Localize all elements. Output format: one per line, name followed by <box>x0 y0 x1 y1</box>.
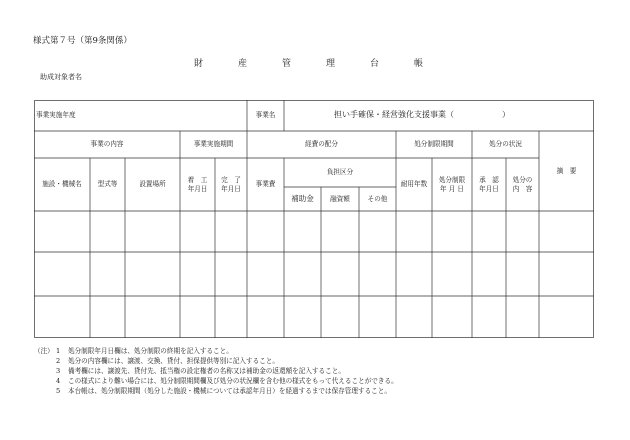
header-approval-date-line2: 年月日 <box>479 184 499 193</box>
header-disposal-status: 処分の状況 <box>489 140 522 149</box>
note-item <box>34 386 398 396</box>
note-text: この様式により難い場合には、処分制限期間欄及び処分の状況欄を含む他の様式をもって代えることができる。 <box>68 377 398 385</box>
note-item <box>34 356 398 366</box>
header-project-cost: 事業費 <box>255 180 276 189</box>
header-installation-location: 設置場所 <box>139 180 166 189</box>
header-disposal-limit-date <box>432 158 472 211</box>
header-disposal-limit-period: 処分制限期間 <box>414 140 454 149</box>
header-end-date-line1: 完 了 <box>221 175 241 184</box>
header-disposal-content-line2: 内 容 <box>512 184 533 193</box>
note-text: 備考欄には、譲渡先、貸付先、抵当権の設定権者の名称又は補助金の返還額を記入すること。 <box>68 367 345 375</box>
note-text: 本台帳は、処分制限期間（処分した施設・機械については承認年月日）を経過するまでは保存管理すること。 <box>68 387 391 395</box>
header-start-date <box>180 158 215 211</box>
header-useful-life: 耐用年数 <box>400 180 428 189</box>
note-number: 4 <box>56 377 61 385</box>
header-loan-amount: 融資額 <box>330 194 350 203</box>
header-remarks: 摘 要 <box>556 166 577 175</box>
fiscal-year-label: 事業実施年度 <box>36 111 76 120</box>
header-disposal-content-line1: 処分の <box>512 175 533 184</box>
header-other: その他 <box>367 194 388 203</box>
notes-section <box>34 346 398 396</box>
header-start-date-line2: 年月日 <box>187 184 208 193</box>
project-name-label: 事業名 <box>255 111 276 120</box>
note-number: 1 <box>56 347 61 355</box>
note-item <box>34 366 398 376</box>
header-disposal-limit-line2: 年 月 日 <box>440 184 464 193</box>
header-subsidy: 補助金 <box>291 193 314 203</box>
header-facility-machine-name: 施設・機械名 <box>42 180 82 189</box>
note-number: 3 <box>56 367 61 375</box>
header-disposal-content <box>506 158 539 211</box>
note-text: 処分の内容欄には、譲渡、交換、貸付、担保提供等別に記入すること。 <box>68 357 279 365</box>
header-start-date-line1: 着 工 <box>187 175 208 184</box>
note-item <box>34 376 398 386</box>
header-disposal-limit-line1: 処分制限 <box>438 175 466 184</box>
notes-lead: （注） <box>34 347 54 355</box>
header-model: 型式等 <box>97 180 118 189</box>
header-project-content: 事業の内容 <box>90 140 124 149</box>
header-end-date-line2: 年月日 <box>221 184 241 193</box>
note-text: 処分制限年月日欄は、処分制限の終期を記入すること。 <box>68 347 233 355</box>
header-approval-date <box>472 158 506 211</box>
note-number: 2 <box>56 357 61 365</box>
note-number: 5 <box>56 387 61 395</box>
applicant-name-label: 助成対象者名 <box>40 73 82 81</box>
note-item <box>34 346 398 356</box>
header-end-date <box>215 158 247 211</box>
header-project-period: 事業実施期間 <box>193 140 234 149</box>
header-cost-allocation: 経費の配分 <box>305 140 338 149</box>
form-number-label: 様式第７号（第9条関係） <box>33 36 132 46</box>
project-name-value: 担い手確保・経営強化支援事業（ ） <box>334 110 510 120</box>
property-ledger-table <box>34 100 594 338</box>
document-title: 財 産 管 理 台 帳 <box>193 59 436 69</box>
header-approval-date-line1: 承 認 <box>479 175 499 184</box>
header-burden-category: 負担区分 <box>326 168 354 177</box>
